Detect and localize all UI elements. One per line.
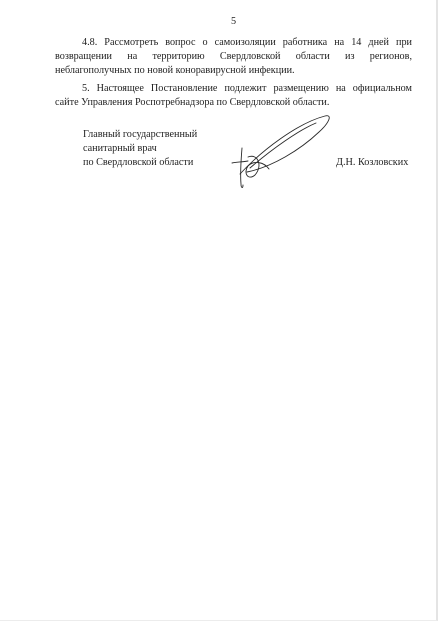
signatory-position-line: по Свердловской области [83,157,194,168]
paragraph-4-8-line: 4.8. Рассмотреть вопрос о самоизоляции работника на 14 дней при [82,37,412,48]
signatory-position-line: санитарный врач [83,143,157,154]
paragraph-4-8-line: возвращении на территорию Свердловской области из регионов, [55,51,412,62]
signature-stroke [232,161,248,163]
page-number: 5 [230,16,237,27]
paragraph-5-line: 5. Настоящее Постановление подлежит размещению на официальном [82,83,412,94]
paragraph-4-8-line: неблагополучных по новой коноравирусной инфекции. [55,65,295,76]
signature-stroke [241,148,243,188]
signatory-position-line: Главный государственный [83,129,198,140]
handwritten-signature [226,110,334,190]
paragraph-5-line: сайте Управления Роспотребнадзора по Свердловской области. [55,97,330,108]
signature-stroke [250,123,316,168]
signatory-name: Д.Н. Козловских [336,157,409,168]
